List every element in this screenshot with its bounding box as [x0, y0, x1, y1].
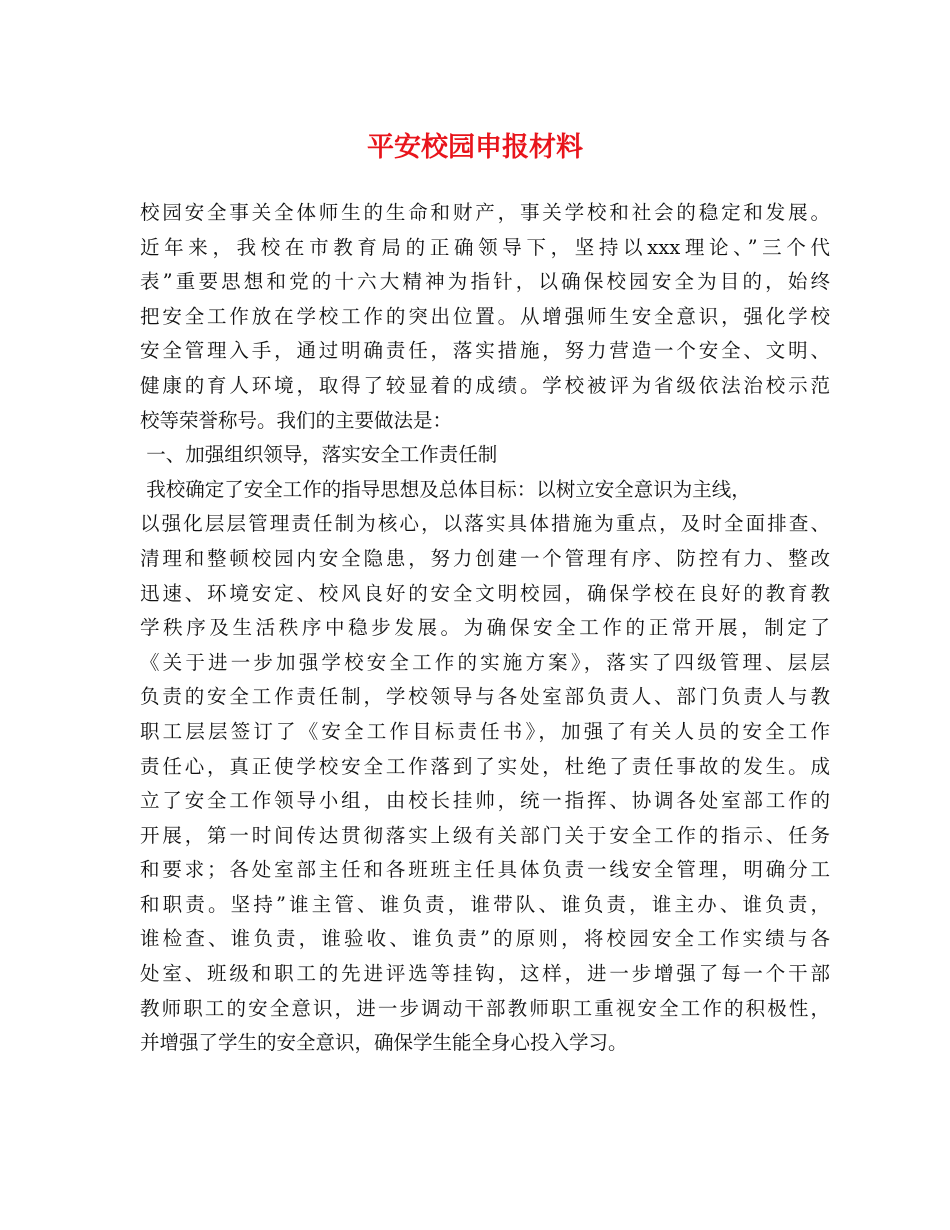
text-line: 《关于进一步加强学校安全工作的实施方案》，落实了四级管理、层层 [140, 650, 830, 674]
text-line: 和职责。坚持”谁主管、谁负责，谁带队、谁负责，谁主办、谁负责， [140, 892, 830, 916]
text-line: 安全管理入手，通过明确责任，落实措施，努力营造一个安全、文明、 [140, 339, 830, 363]
text-line: 和要求；各处室部主任和各班班主任具体负责一线安全管理，明确分工 [140, 858, 830, 882]
document-title: 平安校园申报材料 [367, 132, 583, 163]
text-line: 近年来，我校在市教育局的正确领导下，坚持以xxx理论、”三个代 [140, 235, 830, 259]
text-line: 校园安全事关全体师生的生命和财产，事关学校和社会的稳定和发展。 [140, 201, 830, 224]
text-line: 校等荣誉称号。我们的主要做法是： [140, 408, 453, 432]
text-line: 把安全工作放在学校工作的突出位置。从增强师生安全意识，强化学校 [140, 304, 830, 328]
section-heading: 一、加强组织领导，落实安全工作责任制 [140, 443, 498, 467]
text-line: 健康的育人环境，取得了较显着的成绩。学校被评为省级依法治校示范 [140, 373, 830, 397]
text-line: 清理和整顿校园内安全隐患，努力创建一个管理有序、防控有力、整改 [140, 546, 830, 570]
text-line: 职工层层签订了《安全工作目标责任书》，加强了有关人员的安全工作 [140, 719, 830, 743]
text-line: 立了安全工作领导小组，由校长挂帅，统一指挥、协调各处室部工作的 [140, 789, 830, 813]
text-line: 开展，第一时间传达贯彻落实上级有关部门关于安全工作的指示、任务 [140, 823, 830, 847]
text-line: 学秩序及生活秩序中稳步发展。为确保安全工作的正常开展，制定了 [140, 616, 830, 640]
document-body [140, 196, 830, 1061]
text-line: 并增强了学生的安全意识，确保学生能全身心投入学习。 [140, 1031, 628, 1055]
text-line: 我校确定了安全工作的指导思想及总体目标：以树立安全意识为主线， [140, 477, 751, 501]
text-line: 责任心，真正使学校安全工作落到了实处，杜绝了责任事故的发生。成 [140, 754, 830, 778]
text-line: 教师职工的安全意识，进一步调动干部教师职工重视安全工作的积极性， [140, 996, 830, 1020]
text-line: 表”重要思想和党的十六大精神为指针，以确保校园安全为目的，始终 [140, 270, 830, 294]
text-line: 以强化层层管理责任制为核心，以落实具体措施为重点，及时全面排查、 [140, 512, 830, 536]
text-line: 处室、班级和职工的先进评选等挂钩，这样，进一步增强了每一个干部 [140, 962, 830, 986]
text-line: 谁检查、谁负责，谁验收、谁负责”的原则，将校园安全工作实绩与各 [140, 927, 830, 951]
text-line: 负责的安全工作责任制，学校领导与各处室部负责人、部门负责人与教 [140, 685, 830, 709]
text-line: 迅速、环境安定、校风良好的安全文明校园，确保学校在良好的教育教 [140, 581, 830, 605]
